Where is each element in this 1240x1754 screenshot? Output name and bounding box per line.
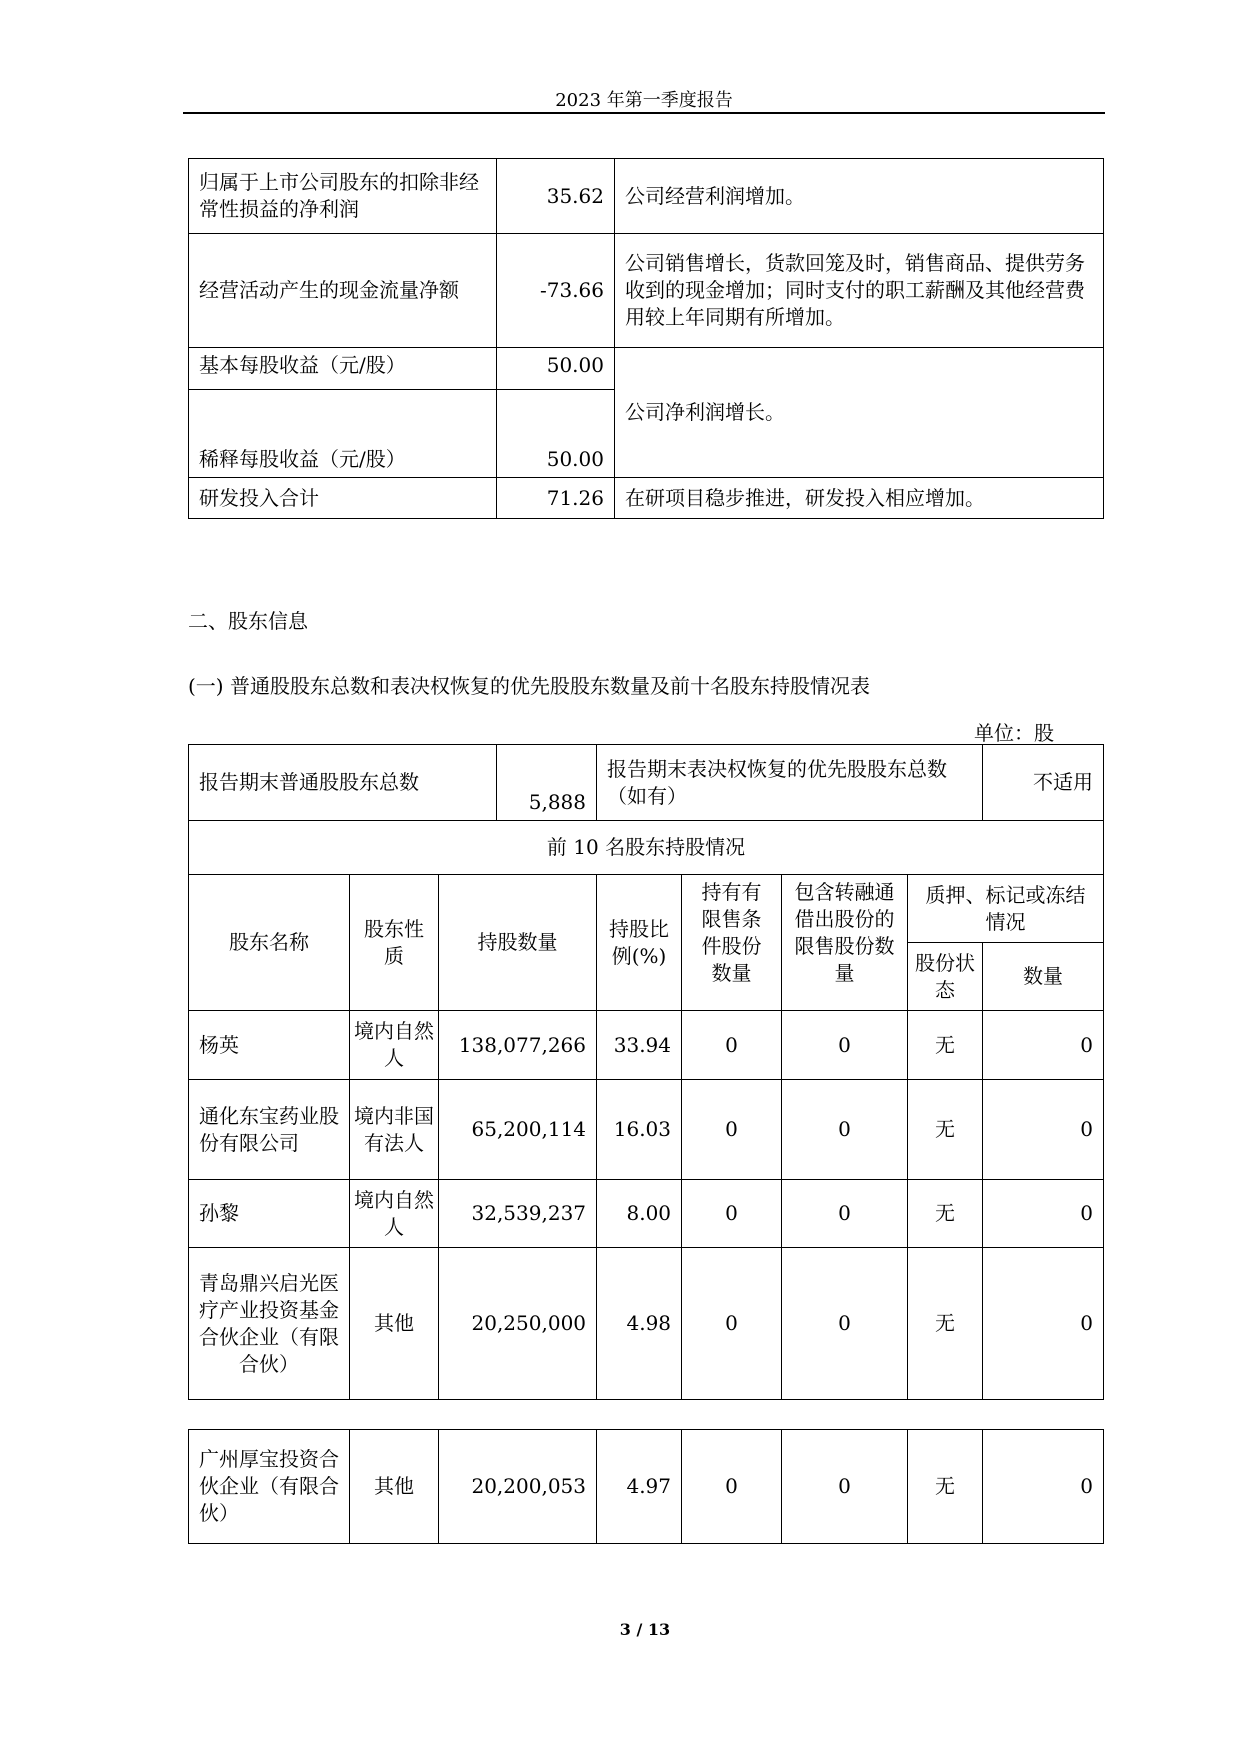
value-cell: 71.26 xyxy=(497,478,615,519)
item-cell: 基本每股收益（元/股） xyxy=(189,348,497,390)
header-rule xyxy=(183,112,1105,114)
pledge-qty: 0 xyxy=(983,1011,1104,1080)
pledge-qty: 0 xyxy=(983,1430,1104,1544)
shareholder-nature: 其他 xyxy=(350,1430,439,1544)
shares-held: 20,250,000 xyxy=(439,1248,597,1400)
value-cell: -73.66 xyxy=(497,234,615,348)
col-header-name: 股东名称 xyxy=(189,875,350,1011)
restricted-shares: 0 xyxy=(682,1080,782,1180)
table-header-row xyxy=(189,875,1104,943)
reason-cell: 公司经营利润增加。 xyxy=(615,159,1104,234)
restricted-shares: 0 xyxy=(682,1180,782,1248)
lent-shares: 0 xyxy=(782,1430,908,1544)
value-cell: 50.00 xyxy=(497,348,615,390)
item-cell: 经营活动产生的现金流量净额 xyxy=(189,234,497,348)
table-row xyxy=(189,1248,1104,1400)
share-status: 无 xyxy=(908,1248,983,1400)
shareholder-name: 杨英 xyxy=(189,1011,350,1080)
reason-cell: 在研项目稳步推进，研发投入相应增加。 xyxy=(615,478,1104,519)
table-row xyxy=(189,1430,1104,1544)
share-ratio: 8.00 xyxy=(597,1180,682,1248)
pledge-qty: 0 xyxy=(983,1080,1104,1180)
lent-shares: 0 xyxy=(782,1248,908,1400)
preferred-shareholders-value: 不适用 xyxy=(983,745,1104,821)
table-row xyxy=(189,1180,1104,1248)
lent-shares: 0 xyxy=(782,1180,908,1248)
value-cell: 50.00 xyxy=(497,390,615,478)
top10-title: 前 10 名股东持股情况 xyxy=(189,821,1104,875)
shareholder-table xyxy=(188,744,1104,1400)
col-header-status: 股份状态 xyxy=(908,943,983,1011)
col-header-pledge: 质押、标记或冻结情况 xyxy=(908,875,1104,943)
table-row xyxy=(189,348,1104,390)
share-ratio: 4.98 xyxy=(597,1248,682,1400)
col-header-restricted: 持有有限售条件股份数量 xyxy=(682,875,782,1011)
share-status: 无 xyxy=(908,1430,983,1544)
shares-held: 32,539,237 xyxy=(439,1180,597,1248)
shareholder-name: 孙黎 xyxy=(189,1180,350,1248)
lent-shares: 0 xyxy=(782,1011,908,1080)
pledge-qty: 0 xyxy=(983,1248,1104,1400)
shareholder-nature: 境内非国有法人 xyxy=(350,1080,439,1180)
share-ratio: 33.94 xyxy=(597,1011,682,1080)
shareholder-table-continued xyxy=(188,1429,1104,1544)
restricted-shares: 0 xyxy=(682,1430,782,1544)
shares-held: 65,200,114 xyxy=(439,1080,597,1180)
col-header-shares: 持股数量 xyxy=(439,875,597,1011)
total-shareholders-label: 报告期末普通股股东总数 xyxy=(189,745,497,821)
shareholder-name: 青岛鼎兴启光医疗产业投资基金合伙企业（有限合伙） xyxy=(189,1248,350,1400)
shareholder-name: 通化东宝药业股份有限公司 xyxy=(189,1080,350,1180)
section-title: 二、股东信息 xyxy=(188,609,308,633)
reason-cell: 公司销售增长，货款回笼及时，销售商品、提供劳务收到的现金增加；同时支付的职工薪酬及其他经营费用较上年同期有所增加。 xyxy=(615,234,1104,348)
share-status: 无 xyxy=(908,1011,983,1080)
table-row xyxy=(189,1011,1104,1080)
item-cell: 研发投入合计 xyxy=(189,478,497,519)
shares-held: 138,077,266 xyxy=(439,1011,597,1080)
shareholder-nature: 境内自然人 xyxy=(350,1180,439,1248)
page-number: 3 / 13 xyxy=(619,1620,671,1639)
col-header-lent: 包含转融通借出股份的限售股份数量 xyxy=(782,875,908,1011)
share-ratio: 4.97 xyxy=(597,1430,682,1544)
item-cell: 稀释每股收益（元/股） xyxy=(189,390,497,478)
restricted-shares: 0 xyxy=(682,1248,782,1400)
col-header-nature: 股东性质 xyxy=(350,875,439,1011)
page-header: 2023 年第一季度报告 xyxy=(555,90,733,111)
total-shareholders-value: 5,888 xyxy=(497,745,597,821)
shares-held: 20,200,053 xyxy=(439,1430,597,1544)
table-row xyxy=(189,159,1104,234)
table-row xyxy=(189,821,1104,875)
shareholder-nature: 境内自然人 xyxy=(350,1011,439,1080)
shareholder-nature: 其他 xyxy=(350,1248,439,1400)
share-status: 无 xyxy=(908,1180,983,1248)
reason-cell: 公司净利润增长。 xyxy=(615,348,1104,478)
preferred-shareholders-label: 报告期末表决权恢复的优先股股东总数（如有） xyxy=(597,745,983,821)
unit-label: 单位：股 xyxy=(974,721,1054,745)
share-status: 无 xyxy=(908,1080,983,1180)
table-row xyxy=(189,745,1104,821)
lent-shares: 0 xyxy=(782,1080,908,1180)
col-header-ratio: 持股比例(%) xyxy=(597,875,682,1011)
pledge-qty: 0 xyxy=(983,1180,1104,1248)
share-ratio: 16.03 xyxy=(597,1080,682,1180)
sub-section-title: (一) 普通股股东总数和表决权恢复的优先股股东数量及前十名股东持股情况表 xyxy=(188,674,870,698)
table-row xyxy=(189,478,1104,519)
value-cell: 35.62 xyxy=(497,159,615,234)
col-header-qty: 数量 xyxy=(983,943,1104,1011)
restricted-shares: 0 xyxy=(682,1011,782,1080)
table-row xyxy=(189,1080,1104,1180)
item-cell: 归属于上市公司股东的扣除非经常性损益的净利润 xyxy=(189,159,497,234)
table-row xyxy=(189,234,1104,348)
shareholder-name: 广州厚宝投资合伙企业（有限合伙） xyxy=(189,1430,350,1544)
finance-change-table xyxy=(188,158,1104,519)
